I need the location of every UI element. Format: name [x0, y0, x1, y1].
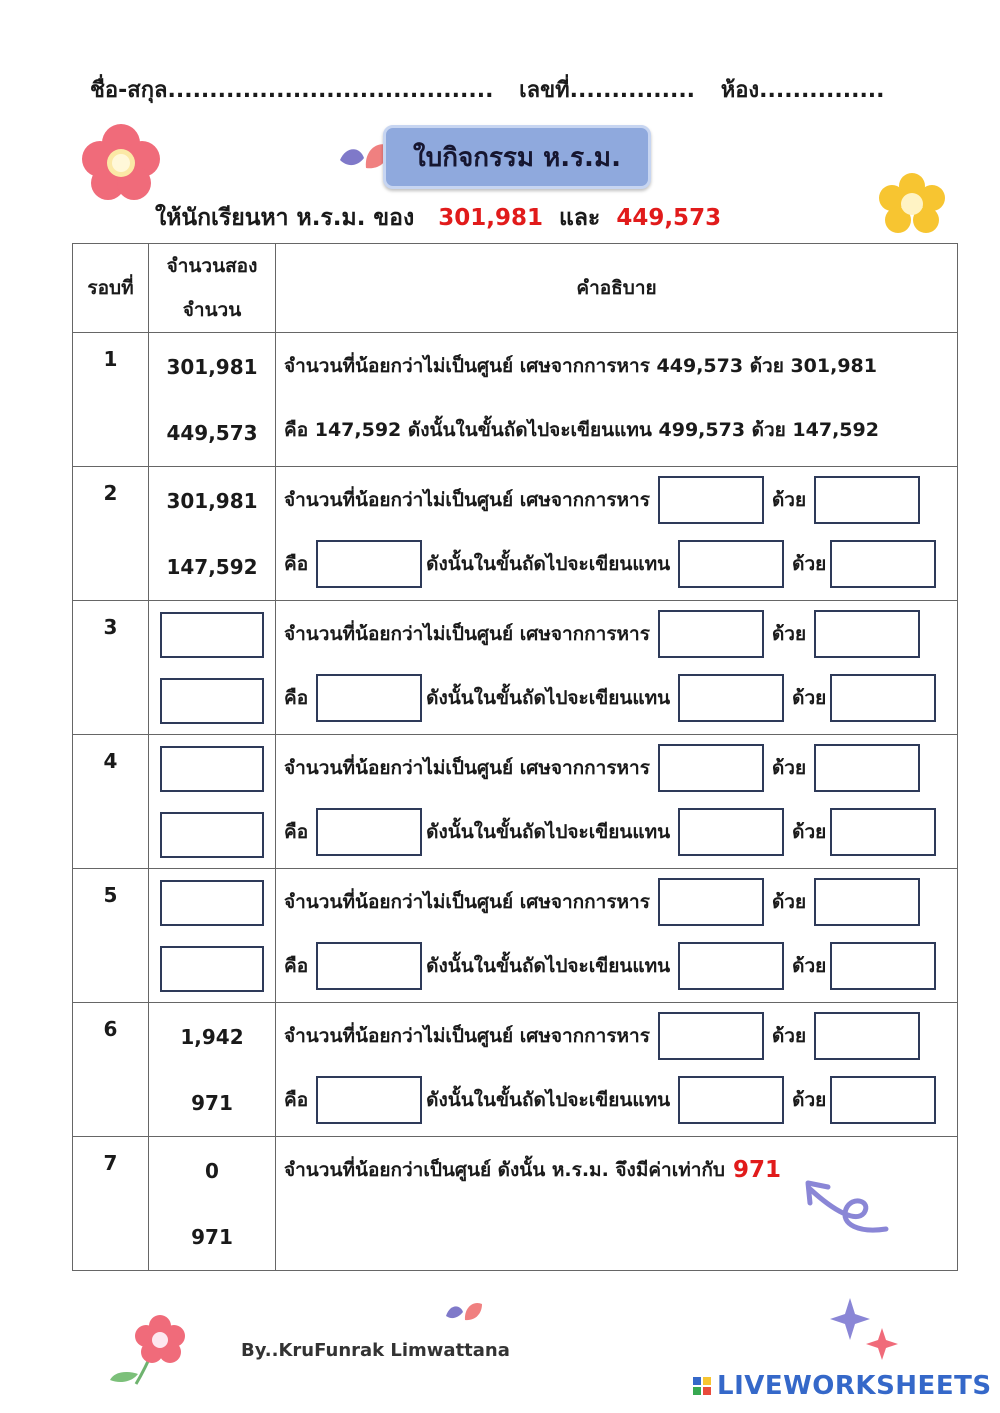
room-field-label: ห้อง............... — [720, 78, 885, 103]
final-answer: 971 — [732, 1157, 781, 1183]
number-bottom: 449,573 — [166, 420, 258, 445]
description-line-1: จำนวนที่น้อยกว่าไม่เป็นศูนย์ เศษจากการหาร 449,573 ด้วย 301,981 — [284, 355, 877, 377]
is-text: คือ — [284, 687, 309, 709]
round-number: 7 — [103, 1151, 118, 1175]
description-line-2 — [284, 807, 936, 857]
instruction-connector: และ — [559, 205, 601, 231]
number-top-input[interactable] — [160, 880, 264, 926]
instruction-number-2: 449,573 — [616, 205, 722, 231]
is-text: คือ — [284, 1089, 309, 1111]
round-number: 6 — [103, 1017, 118, 1041]
remainder-input[interactable] — [316, 540, 422, 588]
name-field-label: ชื่อ-สกุล....................................... — [90, 78, 494, 103]
instruction-line — [155, 200, 721, 236]
dividend-input[interactable] — [658, 476, 764, 524]
next-number-1-input[interactable] — [678, 674, 784, 722]
next-number-2-input[interactable] — [830, 540, 936, 588]
dividend-input[interactable] — [658, 1012, 764, 1060]
number-bottom-input[interactable] — [160, 812, 264, 858]
sparkle-icon — [826, 1296, 902, 1370]
instruction-prefix: ให้นักเรียนหา ห.ร.ม. ของ — [155, 205, 415, 231]
next-number-2-input[interactable] — [830, 674, 936, 722]
brand-text: LIVEWORKSHEETS — [717, 1371, 992, 1401]
description-line-2 — [284, 673, 936, 723]
number-bottom: 147,592 — [166, 554, 258, 579]
table-row — [73, 735, 958, 869]
liveworksheets-brand[interactable] — [693, 1371, 992, 1401]
remainder-input[interactable] — [316, 674, 422, 722]
next-step-text: ดังนั้นในขั้นถัดไปจะเขียนแทน — [426, 955, 671, 977]
final-text: จำนวนที่น้อยกว่าเป็นศูนย์ ดังนั้น ห.ร.ม. จึงมีค่าเท่ากับ — [284, 1159, 725, 1181]
number-top-input[interactable] — [160, 612, 264, 658]
remainder-input[interactable] — [316, 1076, 422, 1124]
description-line-1 — [284, 475, 920, 525]
remainder-input[interactable] — [316, 808, 422, 856]
round-number: 5 — [103, 883, 118, 907]
table-row — [73, 467, 958, 601]
divisor-input[interactable] — [814, 610, 920, 658]
description-line-1 — [284, 609, 920, 659]
description-line-1 — [284, 1011, 920, 1061]
next-number-1-input[interactable] — [678, 540, 784, 588]
remainder-input[interactable] — [316, 942, 422, 990]
is-text: คือ — [284, 955, 309, 977]
curly-arrow-icon — [800, 1173, 890, 1235]
is-text: คือ — [284, 821, 309, 843]
number-bottom: 971 — [191, 1224, 233, 1249]
by-text: ด้วย — [792, 955, 827, 977]
dividend-input[interactable] — [658, 878, 764, 926]
instruction-number-1: 301,981 — [438, 205, 543, 231]
table-row — [73, 601, 958, 735]
student-info-line — [90, 72, 903, 107]
description-line-2 — [284, 539, 936, 589]
remainder-text: จำนวนที่น้อยกว่าไม่เป็นศูนย์ เศษจากการหาร — [284, 623, 650, 645]
pink-flower-icon — [78, 123, 164, 203]
next-step-text: ดังนั้นในขั้นถัดไปจะเขียนแทน — [426, 1089, 671, 1111]
gcd-worksheet-table — [72, 243, 958, 1271]
description-line-1 — [284, 743, 920, 793]
author-credit: By..KruFunrak Limwattana — [241, 1340, 510, 1361]
description-line-2: คือ 147,592 ดังนั้นในขั้นถัดไปจะเขียนแทน 499,573 ด้วย 147,592 — [284, 419, 879, 441]
number-top-input[interactable] — [160, 746, 264, 792]
by-text: ด้วย — [771, 891, 807, 913]
table-row — [73, 1137, 958, 1271]
round-number: 3 — [103, 615, 118, 639]
by-text: ด้วย — [771, 757, 807, 779]
table-header-row — [73, 244, 958, 333]
number-bottom: 971 — [191, 1090, 233, 1115]
divisor-input[interactable] — [814, 744, 920, 792]
remainder-text: จำนวนที่น้อยกว่าไม่เป็นศูนย์ เศษจากการหาร — [284, 489, 650, 511]
by-text: ด้วย — [792, 553, 827, 575]
description-line-2 — [284, 1075, 936, 1125]
number-bottom-input[interactable] — [160, 946, 264, 992]
header-numbers-line2: จำนวน — [182, 299, 242, 321]
number-top: 301,981 — [166, 488, 258, 513]
table-row — [73, 1003, 958, 1137]
number-top: 0 — [205, 1158, 219, 1183]
next-number-2-input[interactable] — [830, 808, 936, 856]
round-number: 1 — [103, 347, 118, 371]
by-text: ด้วย — [771, 489, 807, 511]
number-top: 301,981 — [166, 354, 258, 379]
table-row — [73, 333, 958, 467]
next-number-2-input[interactable] — [830, 942, 936, 990]
remainder-text: จำนวนที่น้อยกว่าไม่เป็นศูนย์ เศษจากการหาร — [284, 757, 650, 779]
header-description: คำอธิบาย — [276, 244, 958, 333]
next-number-1-input[interactable] — [678, 808, 784, 856]
liveworksheets-logo-icon — [693, 1377, 711, 1395]
dividend-input[interactable] — [658, 744, 764, 792]
number-top: 1,942 — [180, 1024, 244, 1049]
table-row — [73, 869, 958, 1003]
is-text: คือ — [284, 553, 309, 575]
next-number-2-input[interactable] — [830, 1076, 936, 1124]
divisor-input[interactable] — [814, 1012, 920, 1060]
round-number: 4 — [103, 749, 118, 773]
by-text: ด้วย — [792, 1089, 827, 1111]
heart-leaves-icon — [444, 1298, 484, 1324]
by-text: ด้วย — [792, 821, 827, 843]
divisor-input[interactable] — [814, 476, 920, 524]
pink-flower-icon — [108, 1314, 188, 1386]
by-text: ด้วย — [771, 1025, 807, 1047]
header-round: รอบที่ — [73, 244, 149, 333]
worksheet-title: ใบกิจกรรม ห.ร.ม. — [383, 125, 651, 189]
number-field-label: เลขที่............... — [519, 78, 696, 103]
yellow-flower-icon — [876, 172, 948, 238]
description-line-2 — [284, 941, 936, 991]
next-step-text: ดังนั้นในขั้นถัดไปจะเขียนแทน — [426, 821, 671, 843]
next-step-text: ดังนั้นในขั้นถัดไปจะเขียนแทน — [426, 687, 671, 709]
by-text: ด้วย — [771, 623, 807, 645]
by-text: ด้วย — [792, 687, 827, 709]
round-number: 2 — [103, 481, 118, 505]
next-number-1-input[interactable] — [678, 942, 784, 990]
description-line-1 — [284, 877, 920, 927]
next-step-text: ดังนั้นในขั้นถัดไปจะเขียนแทน — [426, 553, 671, 575]
divisor-input[interactable] — [814, 878, 920, 926]
remainder-text: จำนวนที่น้อยกว่าไม่เป็นศูนย์ เศษจากการหาร — [284, 891, 650, 913]
number-bottom-input[interactable] — [160, 678, 264, 724]
remainder-text: จำนวนที่น้อยกว่าไม่เป็นศูนย์ เศษจากการหาร — [284, 1025, 650, 1047]
header-numbers — [149, 244, 276, 333]
dividend-input[interactable] — [658, 610, 764, 658]
header-numbers-line1: จำนวนสอง — [166, 255, 258, 277]
next-number-1-input[interactable] — [678, 1076, 784, 1124]
final-description — [284, 1145, 781, 1195]
